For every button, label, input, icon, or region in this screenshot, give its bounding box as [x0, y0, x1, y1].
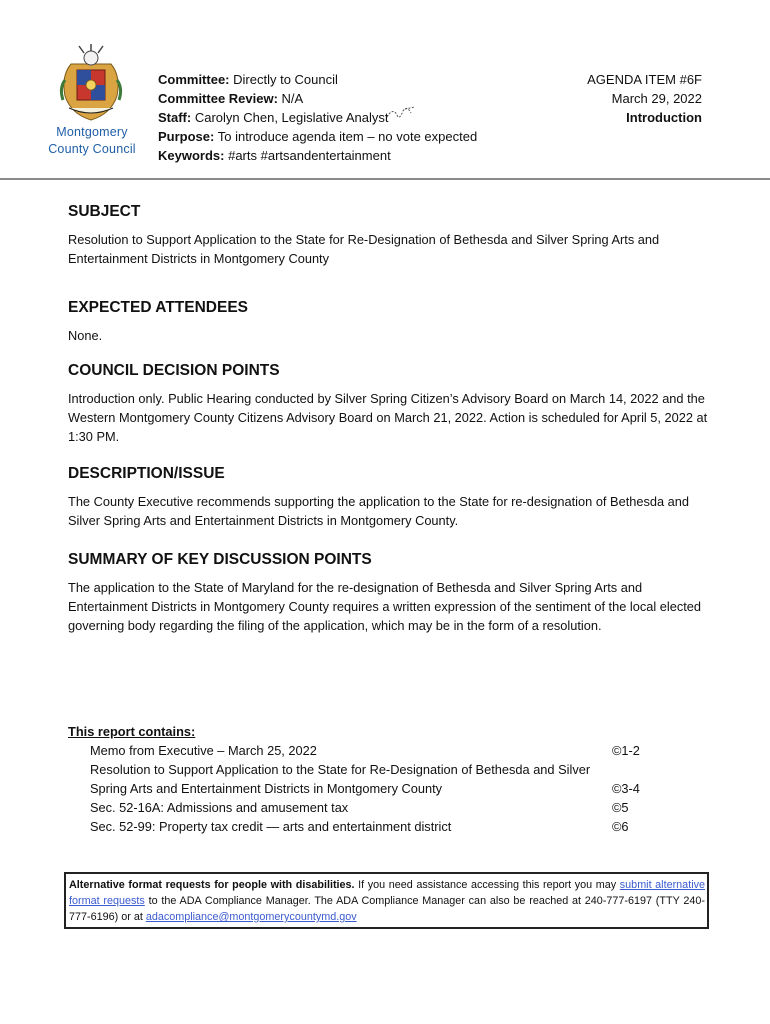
- attendees-body: None.: [68, 328, 103, 343]
- notice-text-1: If you need assistance accessing this report you may: [354, 879, 620, 891]
- agenda-stage: Introduction: [626, 110, 702, 125]
- contents-item-text: Sec. 52-16A: Admissions and amusement tax: [90, 800, 349, 815]
- contents-item-text: Resolution to Support Application to the State for Re-Designation of Bethesda and Silver Spring Arts and Entertainment Districts in Montgomery County: [90, 762, 591, 796]
- attendees-section: [68, 298, 718, 345]
- report-contents: [68, 722, 668, 836]
- council-name: [42, 124, 142, 158]
- keywords-label: Keywords:: [158, 148, 225, 163]
- subject-body: Resolution to Support Application to the State for Re-Designation of Bethesda and Silver Spring Arts and Entertainment Districts in Montgomery County: [68, 232, 660, 266]
- summary-section: [68, 550, 718, 635]
- purpose-row: [158, 127, 477, 146]
- council-name-line2: County Council: [48, 142, 136, 156]
- committee-review-row: [158, 89, 477, 108]
- summary-heading: SUMMARY OF KEY DISCUSSION POINTS: [68, 551, 372, 568]
- contents-item-text: Memo from Executive – March 25, 2022: [90, 743, 317, 758]
- purpose-label: Purpose:: [158, 129, 215, 144]
- contents-item-ref: ©1-2: [612, 743, 640, 758]
- staff-label: Staff:: [158, 110, 192, 125]
- staff-row: [158, 108, 477, 127]
- accessibility-notice: [64, 872, 709, 929]
- ada-email-link[interactable]: adacompliance@montgomerycountymd.gov: [145, 911, 357, 923]
- contents-item-ref: ©3-4: [612, 781, 640, 796]
- description-body: The County Executive recommends supporting the application to the State for re-designation of Bethesda and Silver Spring Arts and Entertainment Districts in Montgomery County.: [68, 494, 690, 528]
- summary-body: The application to the State of Maryland for the re-designation of Bethesda and Silver Spring Arts and Entertainment Districts in Montgomery County requires a written expression of the sentiment of the local elected governing body regarding the filing of the application, which may be in the form of a resolution.: [68, 580, 702, 633]
- header-divider: [0, 178, 770, 180]
- staff-value: Carolyn Chen, Legislative Analyst: [194, 110, 389, 125]
- decision-heading: COUNCIL DECISION POINTS: [68, 362, 280, 379]
- council-name-line1: Montgomery: [56, 125, 128, 139]
- list-item: [68, 817, 668, 836]
- decision-body: Introduction only. Public Hearing conducted by Silver Spring Citizen’s Advisory Board on March 14, 2022 and the Western Montgomery County Citizens Advisory Board on March 21, 2022. Action is scheduled for April 5, 2022 at 1:30 PM.: [68, 391, 708, 444]
- list-item: [68, 760, 668, 798]
- notice-lead: Alternative format requests for people with disabilities.: [69, 879, 355, 891]
- staff-initials-signature: [385, 103, 419, 123]
- committee-label: Committee:: [158, 72, 230, 87]
- committee-value: Directly to Council: [233, 72, 338, 87]
- subject-heading: SUBJECT: [68, 203, 141, 220]
- agenda-date: March 29, 2022: [611, 91, 702, 106]
- agenda-info: [587, 70, 702, 127]
- purpose-value: To introduce agenda item – no vote expected: [217, 129, 478, 144]
- list-item: [68, 798, 668, 817]
- description-heading: DESCRIPTION/ISSUE: [68, 465, 225, 482]
- list-item: [68, 741, 668, 760]
- contents-item-ref: ©5: [612, 800, 629, 815]
- committee-review-value: N/A: [281, 91, 304, 106]
- decision-section: [68, 361, 718, 446]
- committee-row: [158, 70, 477, 89]
- notice-text-2: to the ADA Compliance Manager. The ADA Compliance Manager can also be reached at 240-777-6197 (TTY 240-777-6196) or at: [69, 895, 705, 923]
- submit-requests-link[interactable]: submit alternative format requests: [69, 879, 705, 907]
- keywords-value: #arts #artsandentertainment: [228, 148, 391, 163]
- contents-item-text: Sec. 52-99: Property tax credit — arts and entertainment district: [90, 819, 452, 834]
- committee-review-label: Committee Review:: [158, 91, 278, 106]
- agenda-item-number: AGENDA ITEM #6F: [587, 72, 702, 87]
- subject-section: [68, 202, 718, 268]
- keywords-row: [158, 146, 477, 165]
- county-seal-logo: [57, 44, 125, 122]
- description-section: [68, 464, 718, 530]
- contents-item-ref: ©6: [612, 819, 629, 834]
- header-info: [158, 70, 477, 165]
- report-contents-title: This report contains:: [68, 724, 196, 739]
- attendees-heading: EXPECTED ATTENDEES: [68, 299, 248, 316]
